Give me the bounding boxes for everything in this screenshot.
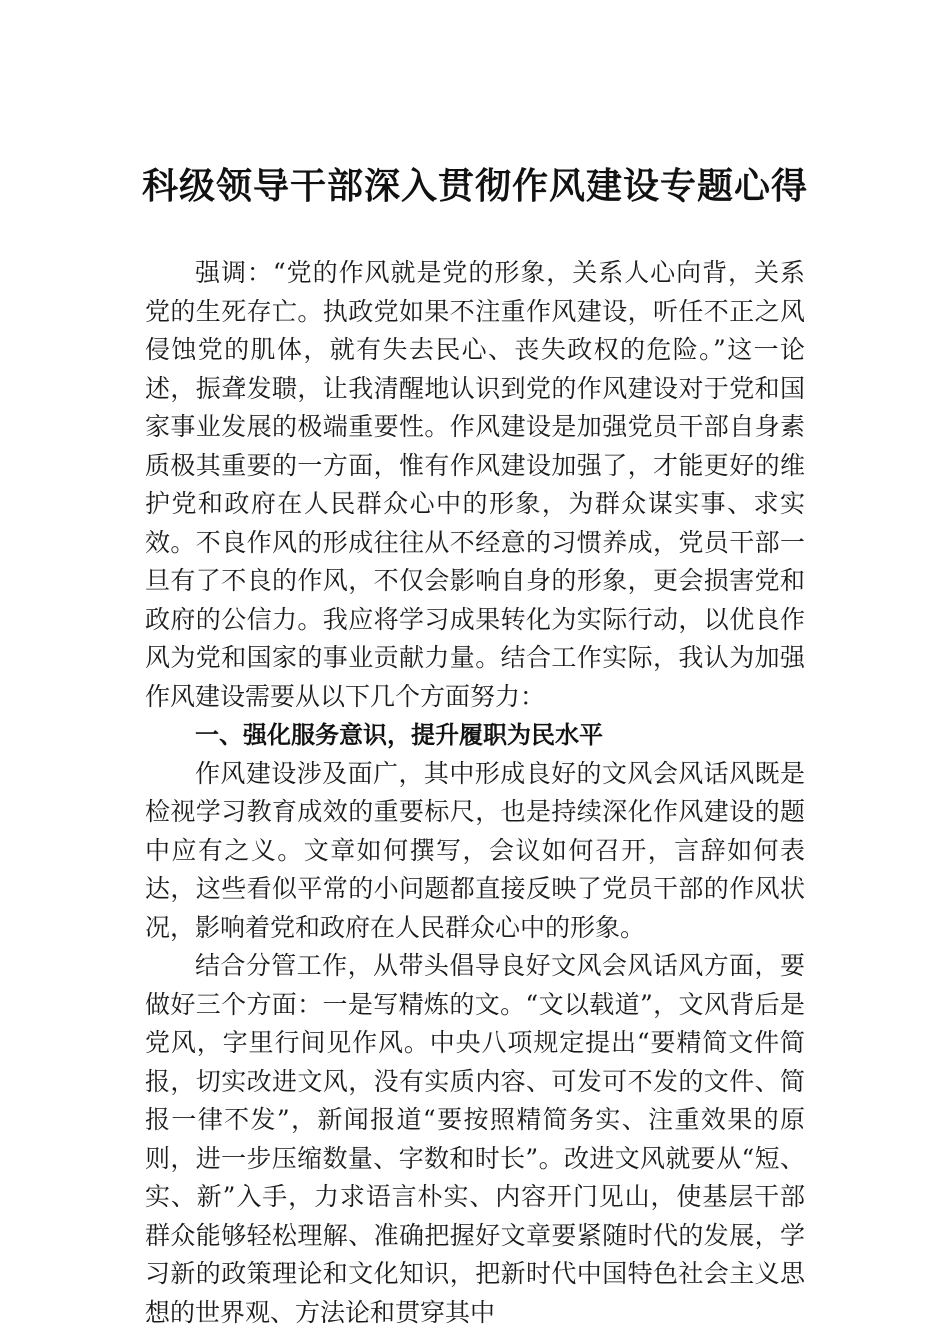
- paragraph-writing-style: 结合分管工作，从带头倡导良好文风会风话风方面，要做好三个方面：一是写精炼的文。“文以载道”，文风背后是党风，字里行间见作风。中央八项规定提出“要精简文件简报，切实改进文风，没有实质内容、可发可不发的文件、简报一律不发”，新闻报道“要按照精简务实、注重效果的原则，进一步压缩数量、字数和时长”。改进文风就要从“短、实、新”入手，力求语言朴实、内容开门见山，使基层干部群众能够轻松理解、准确把握好文章要紧随时代的发展，学习新的政策理论和文化知识，把新时代中国特色社会主义思想的世界观、方法论和贯穿其中: [145, 951, 805, 1327]
- paragraph-intro: 强调：“党的作风就是党的形象，关系人心向背，关系党的生死存亡。执政党如果不注重作风建设，听任不正之风侵蚀党的肌体，就有失去民心、丧失政权的危险。”这一论述，振聋发聩，让我清醒地认识到党的作风建设对于党和国家事业发展的极端重要性。作风建设是加强党员干部自身素质极其重要的一方面，惟有作风建设加强了，才能更好的维护党和政府在人民群众心中的形象，为群众谋实事、求实效。不良作风的形成往往从不经意的习惯养成，党员干部一旦有了不良的作风，不仅会影响自身的形象，更会损害党和政府的公信力。我应将学习成果转化为实际行动，以优良作风为党和国家的事业贡献力量。结合工作实际，我认为加强作风建设需要从以下几个方面努力：: [145, 258, 805, 711]
- document-body: [145, 254, 805, 1332]
- section-heading-1: 一、强化服务意识，提升履职为民水平: [195, 721, 603, 749]
- paragraph-style-overview: 作风建设涉及面广，其中形成良好的文风会风话风既是检视学习教育成效的重要标尺，也是持续深化作风建设的题中应有之义。文章如何撰写，会议如何召开，言辞如何表达，这些看似平常的小问题都直接反映了党员干部的作风状况，影响着党和政府在人民群众心中的形象。: [145, 758, 805, 942]
- document-title: 科级领导干部深入贯彻作风建设专题心得: [141, 165, 808, 207]
